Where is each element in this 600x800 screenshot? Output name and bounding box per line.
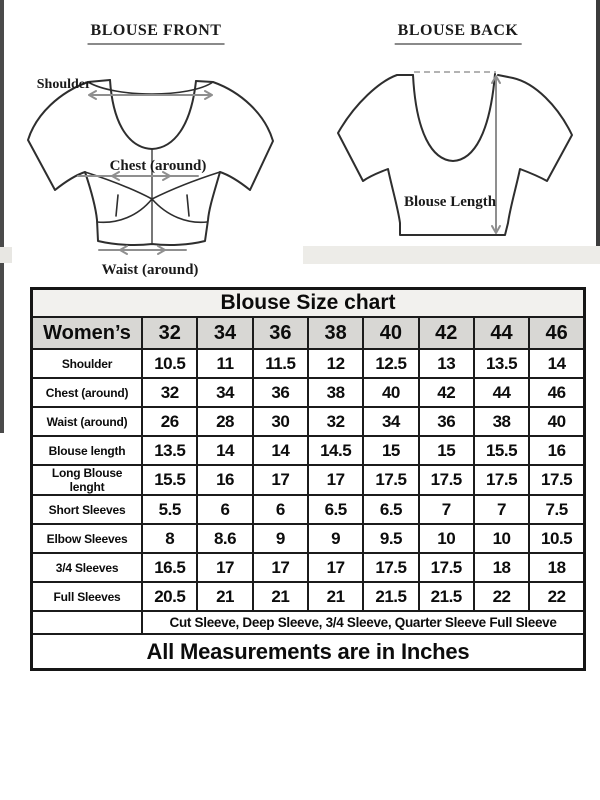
row-label: Elbow Sleeves [32,524,143,553]
underbust-curve-left [97,199,152,222]
measurement-row [32,465,585,495]
measurement-value: 36 [419,407,474,436]
measurement-value: 34 [363,407,418,436]
measurement-value: 17.5 [529,465,584,495]
measurement-value: 10.5 [529,524,584,553]
row-label: 3/4 Sleeves [32,553,143,582]
measurement-value: 11.5 [253,349,308,378]
measurement-value: 28 [197,407,252,436]
measurement-value: 44 [474,378,529,407]
measurement-value: 17.5 [474,465,529,495]
dart-left [116,195,118,216]
measurement-value: 15.5 [474,436,529,465]
back-neckline [413,74,495,161]
measurement-value: 21.5 [419,582,474,611]
table-title-row [32,289,585,318]
size-header-36: 36 [253,317,308,349]
measurement-value: 15 [363,436,418,465]
dart-right [187,195,189,216]
measurements-note: All Measurements are in Inches [32,634,585,670]
measurement-value: 22 [474,582,529,611]
waist-arrow [99,246,186,254]
measurement-value: 17.5 [363,553,418,582]
row-label: Full Sleeves [32,582,143,611]
row-label: Short Sleeves [32,495,143,524]
measurement-value: 17 [197,553,252,582]
measurement-value: 6.5 [308,495,363,524]
measurement-value: 40 [363,378,418,407]
measurement-value: 18 [529,553,584,582]
measurement-value: 20.5 [142,582,197,611]
blouse-length-label: Blouse Length [403,194,497,210]
measurement-value: 38 [474,407,529,436]
measurement-value: 38 [308,378,363,407]
row-label: Long Blouse lenght [32,465,143,495]
size-header-46: 46 [529,317,584,349]
measurement-value: 46 [529,378,584,407]
measurement-row [32,553,585,582]
measurement-value: 15 [419,436,474,465]
womens-header: Women’s [32,317,143,349]
table-title: Blouse Size chart [32,289,585,318]
row-label: Waist (around) [32,407,143,436]
measurement-value: 17 [253,553,308,582]
measurement-value: 13 [419,349,474,378]
row-label: Chest (around) [32,378,143,407]
measurement-value: 26 [142,407,197,436]
measurement-value: 32 [308,407,363,436]
measurement-value: 9 [308,524,363,553]
measurement-value: 6.5 [363,495,418,524]
measurement-row [32,349,585,378]
sleeve-note-row [32,611,585,634]
measurement-value: 36 [253,378,308,407]
measurement-value: 10 [419,524,474,553]
measurement-value: 7.5 [529,495,584,524]
row-label: Blouse length [32,436,143,465]
measurement-value: 17.5 [363,465,418,495]
measurement-value: 9.5 [363,524,418,553]
size-header-32: 32 [142,317,197,349]
measurement-value: 10.5 [142,349,197,378]
table-sizes-row [32,317,585,349]
measurement-value: 8 [142,524,197,553]
underbust-curve-right [152,199,207,222]
blouse-front-title: BLOUSE FRONT [88,22,225,45]
measurement-row [32,495,585,524]
measurement-value: 13.5 [142,436,197,465]
measurement-value: 40 [529,407,584,436]
footer-row [32,634,585,670]
measurement-value: 14 [529,349,584,378]
measurement-value: 17.5 [419,465,474,495]
measurement-row [32,524,585,553]
measurement-value: 16 [197,465,252,495]
measurement-value: 17 [308,553,363,582]
measurement-value: 12.5 [363,349,418,378]
measurement-value: 5.5 [142,495,197,524]
measurement-value: 7 [419,495,474,524]
measurement-value: 21 [253,582,308,611]
measurement-value: 42 [419,378,474,407]
measurement-row [32,436,585,465]
measurement-value: 6 [197,495,252,524]
shoulder-label: Shoulder [36,77,92,92]
measurement-value: 9 [253,524,308,553]
measurement-value: 8.6 [197,524,252,553]
measurement-value: 11 [197,349,252,378]
measurement-value: 21 [308,582,363,611]
measurement-value: 6 [253,495,308,524]
measurement-value: 16.5 [142,553,197,582]
waist-label: Waist (around) [101,262,199,278]
size-header-44: 44 [474,317,529,349]
measurement-value: 14 [253,436,308,465]
front-neckline [110,80,196,149]
blouse-back-drawing [300,48,600,285]
measurement-value: 13.5 [474,349,529,378]
measurement-value: 17.5 [419,553,474,582]
sleeve-note: Cut Sleeve, Deep Sleeve, 3/4 Sleeve, Quarter Sleeve Full Sleeve [142,611,584,634]
measurement-value: 34 [197,378,252,407]
measurement-row [32,378,585,407]
size-header-34: 34 [197,317,252,349]
measurement-value: 22 [529,582,584,611]
measurement-value: 17 [308,465,363,495]
measurement-value: 21.5 [363,582,418,611]
measurement-row [32,407,585,436]
size-header-40: 40 [363,317,418,349]
measurement-row [32,582,585,611]
row-label: Shoulder [32,349,143,378]
blouse-back-title: BLOUSE BACK [395,22,522,45]
measurement-value: 17 [253,465,308,495]
measurement-value: 14.5 [308,436,363,465]
measurement-value: 10 [474,524,529,553]
measurement-value: 32 [142,378,197,407]
blouse-size-table [30,287,586,671]
empty-corner-cell [32,611,143,634]
chest-label: Chest (around) [109,158,207,174]
measurement-value: 15.5 [142,465,197,495]
measurement-value: 7 [474,495,529,524]
back-outline [338,75,572,235]
measurement-value: 14 [197,436,252,465]
measurement-value: 16 [529,436,584,465]
measurement-value: 18 [474,553,529,582]
size-header-38: 38 [308,317,363,349]
measurement-value: 12 [308,349,363,378]
blouse-front-drawing [0,48,300,285]
measurement-value: 30 [253,407,308,436]
size-header-42: 42 [419,317,474,349]
measurement-value: 21 [197,582,252,611]
